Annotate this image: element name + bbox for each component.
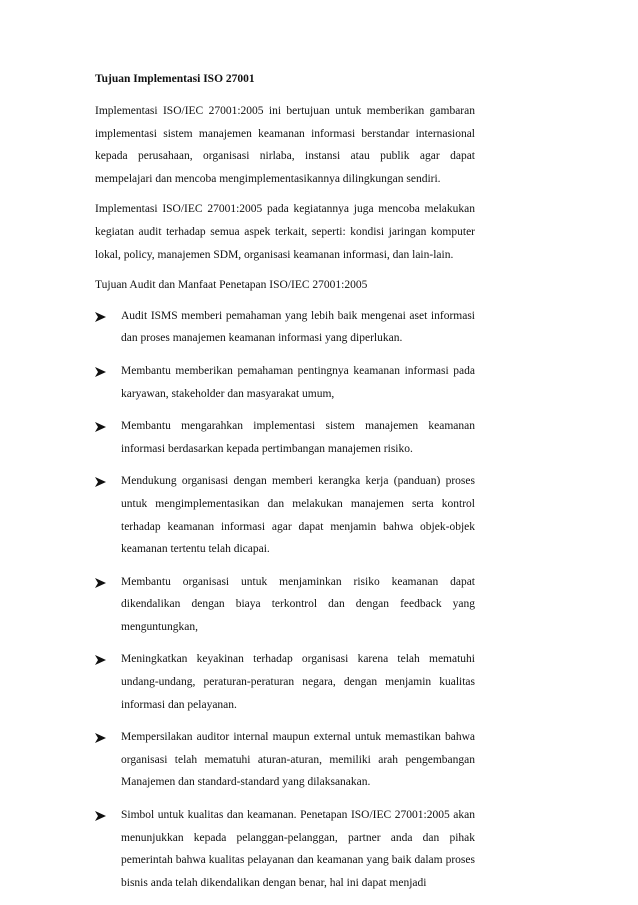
arrow-bullet-icon: [95, 648, 107, 671]
arrow-bullet-icon: [95, 726, 107, 749]
list-item: [95, 360, 475, 405]
benefits-list: [95, 305, 475, 895]
list-item: [95, 726, 475, 794]
list-item-text: Mendukung organisasi dengan memberi kerangka kerja (panduan) proses untuk mengimplementasikan dan melakukan manajemen serta kontrol terhadap keamanan informasi agar dapat menjamin bahwa objek-objek keamanan tertentu telah dicapai.: [121, 475, 475, 556]
arrow-bullet-icon: [95, 305, 107, 328]
list-item-text: Membantu memberikan pemahaman pentingnya keamanan informasi pada karyawan, stakeholder dan masyarakat umum,: [121, 364, 475, 400]
section-title: Tujuan Implementasi ISO 27001: [95, 73, 255, 85]
list-item-text: Meningkatkan keyakinan terhadap organisasi karena telah mematuhi undang-undang, peraturan-peraturan negara, dengan menjamin kualitas informasi dan pelayanan.: [121, 653, 475, 711]
list-item: [95, 415, 475, 460]
arrow-bullet-icon: [95, 470, 107, 493]
arrow-bullet-icon: [95, 415, 107, 438]
arrow-bullet-icon: [95, 571, 107, 594]
list-item: [95, 305, 475, 350]
list-item: [95, 571, 475, 639]
list-item-text: Mempersilakan auditor internal maupun external untuk memastikan bahwa organisasi telah mematuhi aturan-aturan, memiliki arah pengembangan Manajemen dan standard-standard yang dilaksanakan.: [121, 731, 475, 789]
list-item: [95, 470, 475, 560]
document-body: [95, 72, 475, 894]
arrow-bullet-icon: [95, 360, 107, 383]
list-item-text: Membantu mengarahkan implementasi sistem manajemen keamanan informasi berdasarkan kepada pertimbangan manajemen risiko.: [121, 420, 475, 455]
list-item: [95, 804, 475, 894]
paragraph-purpose: Implementasi ISO/IEC 27001:2005 ini bertujuan untuk memberikan gambaran implementasi sistem manajemen keamanan informasi berstandar internasional kepada perusahaan, organisasi nirlaba, instansi atau publik agar dapat mempelajari dan mencoba mengimplementasikannya dilingkungan sendiri.: [95, 105, 475, 185]
arrow-bullet-icon: [95, 804, 107, 827]
paragraph-audit: Implementasi ISO/IEC 27001:2005 pada kegiatannya juga mencoba melakukan kegiatan audit terhadap semua aspek terkait, seperti: kondisi jaringan komputer lokal, policy, manajemen SDM, organisasi keamanan informasi, dan lain-lain.: [95, 203, 475, 261]
paragraph-list-heading: Tujuan Audit dan Manfaat Penetapan ISO/IEC 27001:2005: [95, 279, 368, 292]
list-item-text: Audit ISMS memberi pemahaman yang lebih baik mengenai aset informasi dan proses manajemen keamanan informasi yang diperlukan.: [121, 309, 475, 345]
list-item-text: Membantu organisasi untuk menjaminkan risiko keamanan dapat dikendalikan dengan biaya terkontrol dan dengan feedback yang menguntungkan,: [121, 575, 475, 633]
list-item: [95, 648, 475, 716]
list-item-text: Simbol untuk kualitas dan keamanan. Penetapan ISO/IEC 27001:2005 akan menunjukkan kepada pelanggan-pelanggan, partner anda dan pihak pemerintah bahwa kualitas pelayanan dan keamanan yang baik dalam proses bisnis anda telah dikendalikan dengan benar, hal ini dapat menjadi: [121, 809, 475, 889]
